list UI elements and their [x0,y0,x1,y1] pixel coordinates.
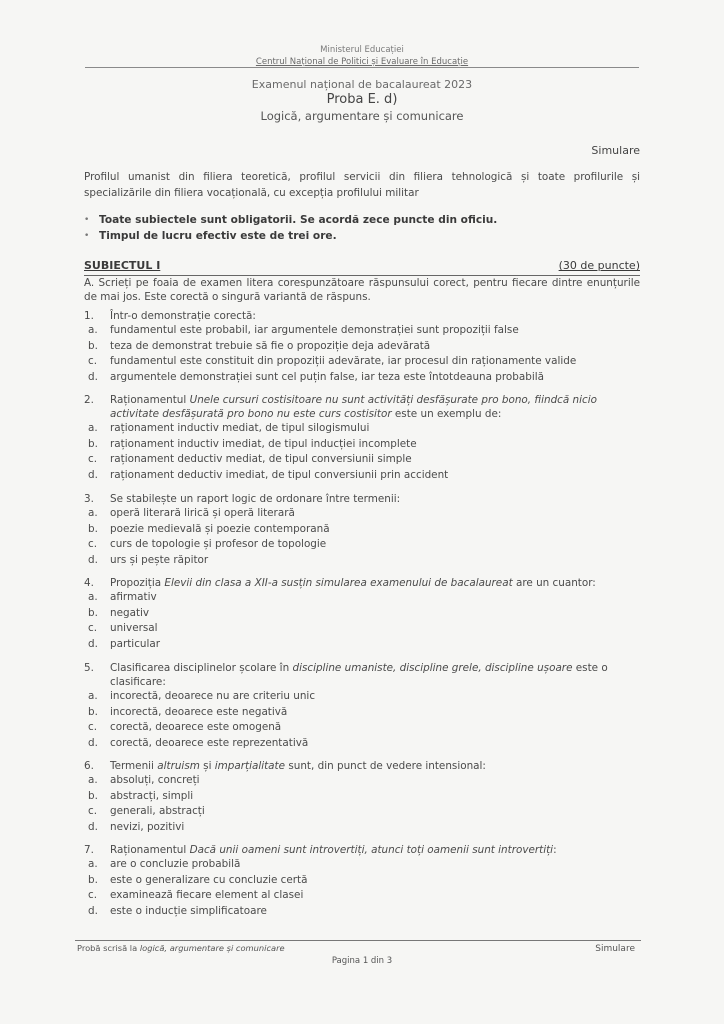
answer-option: d. urs și pește răpitor [88,553,209,566]
subject-title: Logică, argumentare și comunicare [260,109,464,123]
answer-option: b. raționament inductiv imediat, de tipul inducției incomplete [88,437,417,450]
question-number: 7. [84,844,94,856]
footer-simulation: Simulare [595,944,635,954]
question-number: 3. [84,493,94,505]
question-number: 4. [84,577,94,589]
answer-option: c. universal [88,622,158,634]
question-2 [84,393,640,483]
proba-title: Proba E. d) [326,92,398,107]
bullet-icon: • [84,231,90,241]
answer-option: a. afirmativ [88,591,157,603]
answer-option: c. fundamentul este constituit din propoziții adevărate, iar procesul din raționamente valide [88,355,577,367]
answer-option: a. raționament inductiv mediat, de tipul silogismului [88,422,370,434]
answer-option: a. are o concluzie probabilă [88,858,241,870]
question-stem: 1. Într-o demonstrație corectă: [84,310,256,322]
answer-option: d. este o inducție simplificatoare [88,904,267,917]
question-3 [84,492,640,568]
answer-option: a. absoluți, concreți [88,774,200,786]
answer-option: d. argumentele demonstrației sunt cel puțin false, iar teza este întotdeauna probabilă [88,370,544,383]
answer-option: d. raționament deductiv imediat, de tipul conversiunii prin accident [88,468,449,481]
question-5 [84,661,640,751]
question-stem: 4. Propoziția Elevii din clasa a XII-a susțin simularea examenului de bacalaureat are un cuantor: [84,577,596,589]
answer-option: b. teza de demonstrat trebuie să fie o propoziție deja adevărată [88,339,431,352]
answer-option: d. particular [88,637,161,650]
footer-divider [75,940,641,941]
question-number: 6. [84,760,94,772]
answer-option: b. este o generalizare cu concluzie certă [88,873,308,886]
subject-heading [84,259,640,276]
answer-option: a. fundamentul este probabil, iar argumentele demonstrației sunt propoziții false [88,324,519,336]
question-1 [84,309,640,385]
answer-option: b. poezie medievală și poezie contemporană [88,522,330,535]
rule-item: • Toate subiectele sunt obligatorii. Se acordă zece puncte din oficiu. [84,214,498,226]
profile-text: Profilul umanist din filiera teoretică, profilul servicii din filiera tehnologică și toate profilurile și specializările din filiera vocațională, cu excepția profilului militar [84,171,640,199]
answer-option: c. examinează fiecare element al clasei [88,889,304,901]
answer-option: b. incorectă, deoarece este negativă [88,705,288,718]
simulation-label: Simulare [591,144,640,157]
question-stem: 2. Raționamentul Unele cursuri costisitoare nu sunt activități desfășurate pro bono, fiindcă nicio activitate desfășurată pro bono nu este curs costisitor este un exemplu de: [84,394,597,420]
question-number: 5. [84,662,94,674]
ministry-name: Ministerul Educației [320,45,404,55]
page-number: Pagina 1 din 3 [331,956,393,966]
question-number: 2. [84,394,94,406]
question-4 [84,576,640,652]
center-name: Centrul Național de Politici și Evaluare în Educație [255,57,469,67]
header-divider [85,67,639,68]
subject-name: SUBIECTUL I [84,259,161,272]
footer-subject: Probă scrisă la logică, argumentare și comunicare [77,943,285,953]
question-stem: 7. Raționamentul Dacă unii oameni sunt introvertiți, atunci toți oamenii sunt introvertiți: [84,844,557,856]
instruction-text: A. Scrieți pe foaia de examen litera corespunzătoare răspunsului corect, pentru fiecare dintre enunțurile de mai jos. Este corectă o singură variantă de răspuns. [84,277,640,303]
question-stem: 6. Termenii altruism și imparțialitate sunt, din punct de vedere intensional: [84,760,486,772]
answer-option: d. corectă, deoarece este reprezentativă [88,736,309,749]
exam-name: Examenul național de bacalaureat 2023 [251,78,473,91]
question-6 [84,759,640,835]
rule-item: • Timpul de lucru efectiv este de trei ore. [84,230,337,242]
answer-option: b. negativ [88,606,150,619]
question-stem: 3. Se stabilește un raport logic de ordonare între termenii: [84,493,401,505]
answer-option: c. corectă, deoarece este omogenă [88,721,282,733]
subject-points: (30 de puncte) [558,259,640,272]
answer-option: c. generali, abstracți [88,805,205,817]
answer-option: c. raționament deductiv mediat, de tipul conversiunii simple [88,453,412,465]
answer-option: a. incorectă, deoarece nu are criteriu unic [88,690,316,702]
rules-list [84,212,640,244]
question-number: 1. [84,310,94,322]
answer-option: d. nevizi, pozitivi [88,820,185,833]
question-stem: 5. Clasificarea disciplinelor școlare în discipline umaniste, discipline grele, discipline ușoare este o clasificare: [84,662,608,688]
answer-option: c. curs de topologie și profesor de topologie [88,538,327,550]
bullet-icon: • [84,215,90,225]
answer-option: b. abstracți, simpli [88,789,194,802]
answer-option: a. operă literară lirică și operă literară [88,507,295,519]
question-7 [84,843,640,919]
